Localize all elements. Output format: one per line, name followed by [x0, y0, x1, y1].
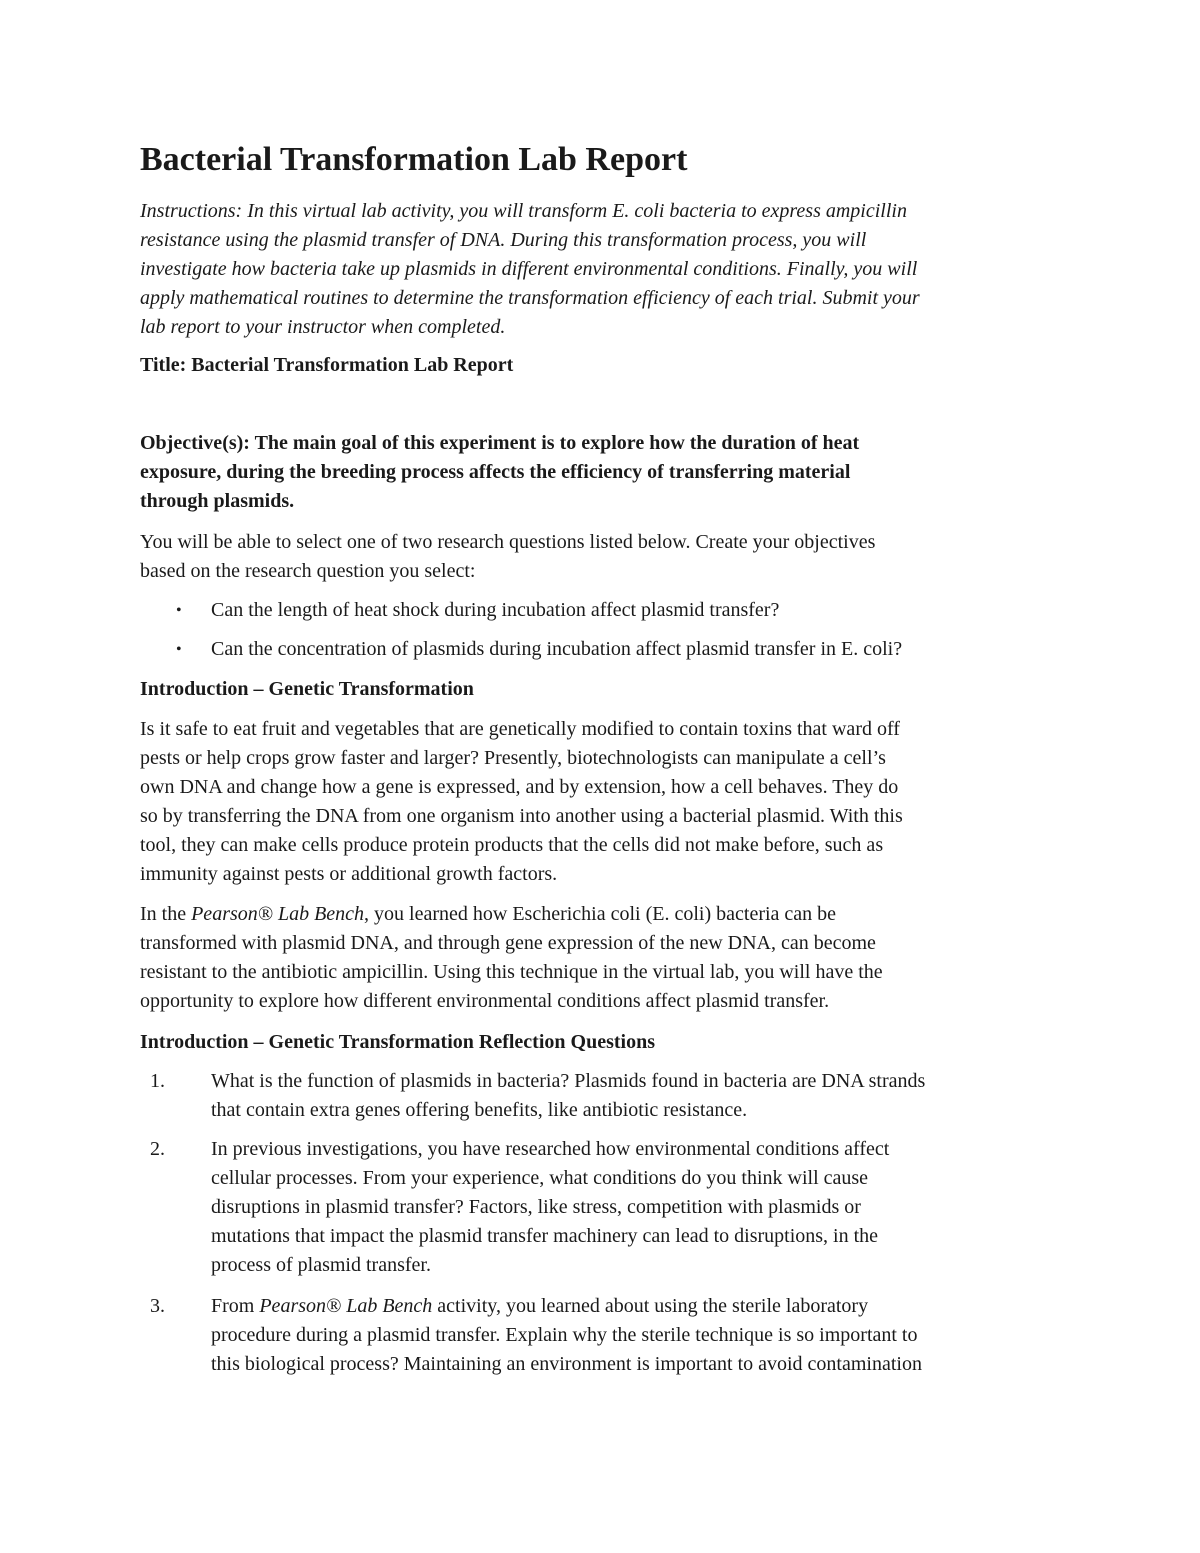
text: , you learned how Escherichia coli (E. coli) bacteria can be	[364, 903, 837, 925]
pearson-lab-bench-name: Pearson® Lab Bench	[191, 903, 365, 925]
question-item-3	[140, 1292, 1100, 1379]
text-line	[140, 900, 1100, 929]
text-line: You will be able to select one of two research questions listed below. Create your objectives	[140, 531, 876, 553]
text-line: own DNA and change how a gene is expressed, and by extension, how a cell behaves. They do	[140, 776, 899, 798]
document-title: Bacterial Transformation Lab Report	[140, 141, 688, 178]
text-line: apply mathematical routines to determine the transformation efficiency of each trial. Submit your	[140, 287, 920, 309]
objective-paragraph	[140, 429, 1100, 516]
text-line: mutations that impact the plasmid transfer machinery can lead to disruptions, in the	[211, 1225, 879, 1247]
pearson-paragraph	[140, 900, 1100, 1016]
text-line: Introduction – Genetic Transformation Reflection Questions	[140, 1031, 655, 1053]
bullet-item	[140, 635, 1100, 664]
text-line: resistance using the plasmid transfer of DNA. During this transformation process, you will	[140, 229, 867, 251]
list-number: 2.	[150, 1138, 165, 1160]
text-line: transformed with plasmid DNA, and through gene expression of the new DNA, can become	[140, 932, 876, 954]
text-line: based on the research question you select:	[140, 560, 476, 582]
text-line: process of plasmid transfer.	[211, 1254, 431, 1276]
text: activity, you learned about using the sterile laboratory	[432, 1295, 869, 1317]
text-line: What is the function of plasmids in bacteria? Plasmids found in bacteria are DNA strands	[211, 1070, 926, 1092]
text: From	[211, 1295, 260, 1317]
text-line: Title: Bacterial Transformation Lab Report	[140, 354, 514, 376]
report-title-line	[140, 351, 1100, 380]
text-line: Objective(s): The main goal of this experiment is to explore how the duration of heat	[140, 432, 860, 454]
intro-paragraph	[140, 715, 1100, 889]
text-line: exposure, during the breeding process affects the efficiency of transferring material	[140, 461, 851, 483]
text-line: Can the length of heat shock during incubation affect plasmid transfer?	[211, 599, 780, 621]
text-line: immunity against pests or additional growth factors.	[140, 863, 558, 885]
list-number: 3.	[150, 1295, 165, 1317]
text-line: investigate how bacteria take up plasmids in different environmental conditions. Finally, you will	[140, 258, 918, 280]
text-line: so by transferring the DNA from one organism into another using a bacterial plasmid. With this	[140, 805, 903, 827]
text-line: cellular processes. From your experience, what conditions do you think will cause	[211, 1167, 869, 1189]
text-line: through plasmids.	[140, 490, 295, 512]
text: In the	[140, 903, 192, 925]
list-number: 1.	[150, 1070, 165, 1092]
question-item-1	[140, 1067, 1100, 1125]
text-line: Instructions: In this virtual lab activity, you will transform E. coli bacteria to express ampicillin	[140, 200, 907, 222]
text-line: disruptions in plasmid transfer? Factors, like stress, competition with plasmids or	[211, 1196, 861, 1218]
research-question-intro	[140, 528, 1100, 586]
text-line	[211, 1292, 1100, 1321]
text-line: Is it safe to eat fruit and vegetables that are genetically modified to contain toxins that ward off	[140, 718, 900, 740]
bullet-icon: •	[176, 602, 182, 619]
bullet-icon: •	[176, 641, 182, 658]
text-line: this biological process? Maintaining an environment is important to avoid contamination	[211, 1353, 922, 1375]
text-line: pests or help crops grow faster and larger? Presently, biotechnologists can manipulate a cell’s	[140, 747, 886, 769]
text-line: that contain extra genes offering benefits, like antibiotic resistance.	[211, 1099, 748, 1121]
text-line: tool, they can make cells produce protein products that the cells did not make before, such as	[140, 834, 884, 856]
text-line: In previous investigations, you have researched how environmental conditions affect	[211, 1138, 890, 1160]
question-item-2	[140, 1135, 1100, 1280]
text-line: Introduction – Genetic Transformation	[140, 678, 474, 700]
text-line: resistant to the antibiotic ampicillin. Using this technique in the virtual lab, you will have the	[140, 961, 883, 983]
pearson-lab-bench-name: Pearson® Lab Bench	[259, 1295, 433, 1317]
instructions-paragraph	[140, 197, 1100, 342]
text-line: lab report to your instructor when completed.	[140, 316, 506, 338]
text-line: procedure during a plasmid transfer. Explain why the sterile technique is so important to	[211, 1324, 918, 1346]
text-line: opportunity to explore how different environmental conditions affect plasmid transfer.	[140, 990, 830, 1012]
text-line: Can the concentration of plasmids during incubation affect plasmid transfer in E. coli?	[211, 638, 903, 660]
bullet-item	[140, 596, 1100, 625]
section-heading	[140, 675, 1100, 704]
section-heading	[140, 1028, 1100, 1057]
